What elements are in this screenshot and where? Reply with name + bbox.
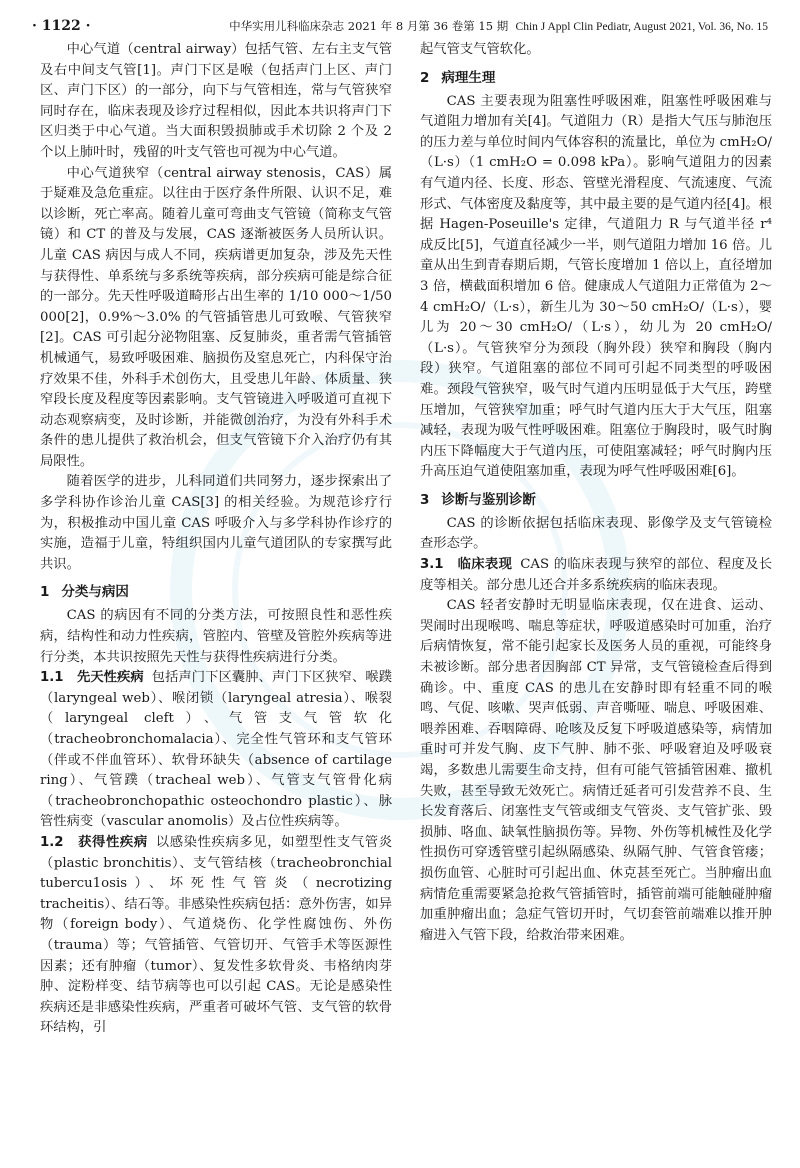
section-number: 3: [420, 491, 430, 508]
journal-title-cn: 中华实用儿科临床杂志 2021 年 8 月第 36 卷第 15 期: [229, 19, 509, 33]
subsection-heading: 1.2 获得性疾病: [40, 834, 148, 850]
subsection-text: CAS 的临床表现与狭窄的部位、程度及长度等相关。部分患儿还合并多系统疾病的临床表现。: [420, 557, 772, 593]
paragraph: 中心气道狭窄（central airway stenosis，CAS）属于疑难及急危重症。以往由于医疗条件所限、认识不足，难以诊断，死亡率高。随着儿童可弯曲支气管镜（简称支气管镜）和 CT 的普及与发展，CAS 逐渐被医务人员所认识。儿童 CAS 病因与成人不同，疾病谱更加复杂，涉及先天性与获得性、单系统与多系统等疾病，部分疾病可能是综合征的一部分。先天性呼吸道畸形占出生率的 1/10 000～1/50 000[2]，0.9%～3.0% 的气管插管患儿可致喉、气管狭窄[2]。CAS 可引起分泌物阻塞、反复肺炎，重者需气管插管机械通气，易致呼吸困难、脑损伤及窒息死亡，内科保守治疗效果不佳，外科手术创伤大，且受患儿年龄、体质量、狭窄段长度及程度等因素影响。支气管镜进入呼吸道可直视下动态观察病变，及时诊断，并能微创治疗，为没有外科手术条件的患儿提供了救治机会，但支气管镜下介入治疗仍有其局限性。: [40, 165, 392, 469]
section-heading-2: [420, 68, 772, 88]
subsection-3-1: [420, 555, 772, 596]
subsection-text: 包括声门下区囊肿、声门下区狭窄、喉蹼（laryngeal web）、喉闭锁（laryngeal atresia）、喉裂（laryngeal cleft）、气管支气管软化（tracheobronchomalacia）、完全性气管环和支气管环（伴或不伴血管环）、软骨环缺失（absence of cartilage ring）、气管蹼（tracheal web）、气管支气管骨化病（tracheobronchopathic osteochondro plastic）、脉管性病变（vascular anomolis）及占位性疾病等。: [40, 670, 393, 830]
paragraph: 起气管支气管软化。: [420, 42, 540, 57]
section-number: 2: [420, 69, 430, 86]
subsection-heading: 1.1 先天性疾病: [40, 670, 144, 686]
section-heading-3: [420, 490, 772, 510]
right-column: [420, 40, 772, 946]
paragraph: 随着医学的进步，儿科同道们共同努力，逐步探索出了多学科协作诊治儿童 CAS[3] 的相关经验。为规范诊疗行为，积极推动中国儿童 CAS 呼吸介入与多学科协作诊疗的实施，造福于儿童，特组织国内儿童气道团队的专家撰写此共识。: [40, 474, 392, 572]
paragraph: CAS 轻者安静时无明显临床表现，仅在进食、运动、哭闹时出现喉鸣、喘息等症状，呼吸道感染时可加重，治疗后病情恢复，常不能引起家长及医务人员的重视，可能终身未被诊断。部分患者因胸部 CT 异常，支气管镜检查后得到确诊。中、重度 CAS 的患儿在安静时即有轻重不同的喉鸣、气促、咳嗽、哭声低弱、声音嘶哑、喘息、呼吸困难、喂养困难、吞咽障碍、呛咳及反复下呼吸道感染等，病情加重时可并发气胸、皮下气肿、肺不张、呼吸窘迫及呼吸衰竭，多数患儿需要生命支持，但有可能气管插管困难、撤机失败，甚至导致无效死亡。病情迁延者可引发营养不良、生长发育落后、闭塞性支气管或细支气管炎、支气管扩张、毁损肺、咯血、缺氧性脑损伤等。异物、外伤等机械性及化学性损伤可穿透管壁引起纵隔感染、纵隔气肿、气管食管瘘；损伤血管、心脏时可引起出血、休克甚至死亡。当肿瘤出血病情危重需要紧急抢救气管插管时，插管前端可能触碰肿瘤加重肿瘤出血；急症气管切开时，气切套管前端难以推开肿瘤进入气管下段，给救治带来困难。: [420, 598, 772, 943]
subsection-1-1: [40, 668, 392, 833]
left-column: [40, 40, 392, 1039]
running-header: [229, 14, 768, 39]
page-header: [32, 14, 768, 38]
page-number: · 1122 ·: [32, 18, 91, 34]
paragraph: 中心气道（central airway）包括气管、左右主支气管及右中间支气管[1]。声门下区是喉（包括声门上区、声门区、声门下区）的一部分，向下与气管相连，常与气管狭窄同时存在，临床表现及诊疗过程相似，因此本共识将声门下区归类于中心气道。当大面积毁损肺或手术切除 2 个及 2 个以上肺叶时，残留的叶支气管也可视为中心气道。: [40, 42, 392, 160]
subsection-heading: 3.1 临床表现: [420, 557, 513, 573]
subsection-text: 以感染性疾病多见，如塑型性支气管炎（plastic bronchitis）、支气管结核（tracheobronchial tubercu1osis）、坏死性气管炎（necrotizing tracheitis）、结石等。非感染性疾病包括：意外伤害，如异物（foreign body）、气道烧伤、化学性腐蚀伤、外伤（trauma）等；气管插管、气管切开、气管手术等医源性因素；还有肿瘤（tumor）、复发性多软骨炎、韦格纳肉芽肿、淀粉样变、结节病等也可以引起 CAS。无论是感染性疾病还是非感染性疾病，严重者可破坏气管、支气管的软骨环结构，引: [40, 834, 393, 1036]
journal-title-en: Chin J Appl Clin Pediatr, August 2021, Vol. 36, No. 15: [515, 21, 768, 33]
section-title: 诊断与鉴别诊断: [441, 491, 536, 508]
paragraph: CAS 的病因有不同的分类方法，可按照良性和恶性疾病，结构性和动力性疾病，管腔内、管壁及管腔外疾病等进行分类，本共识按照先天性与获得性疾病进行分类。: [40, 608, 392, 665]
paragraph: CAS 主要表现为阻塞性呼吸困难，阻塞性呼吸困难与气道阻力增加有关[4]。气道阻力（R）是指大气压与肺泡压的压力差与单位时间内气体容积的流量比，单位为 cmH₂O/（L·s）（1 cmH₂O = 0.098 kPa）。影响气道阻力的因素有气道内径、长度、形态、管壁光滑程度、气流速度、气流形式、气体密度及黏度等，其中最主要的是气道内径[4]。根据 Hagen-Poseuille's 定律，气道阻力 R 与气道半径 r⁴ 成反比[5]，气道直径减少一半，则气道阻力增加 16 倍。儿童从出生到青春期后期，气管长度增加 1 倍以上，直径增加 3 倍，横截面积增加 6 倍。健康成人气道阻力正常值为 2～4 cmH₂O/（L·s），新生儿为 30～50 cmH₂O/（L·s），婴儿为 20～30 cmH₂O/（L·s），幼儿为 20 cmH₂O/（L·s）。气管狭窄分为颈段（胸外段）狭窄和胸段（胸内段）狭窄。气道阻塞的部位不同可引起不同类型的呼吸困难。颈段气管狭窄，吸气时气道内压明显低于大气压，跨壁压增加，气管狭窄加重；呼气时气道内压大于大气压，阻塞减轻，表现为吸气性呼吸困难。阻塞位于胸段时，吸气时胸内压下降幅度大于气道内压，可使阻塞减轻；呼气时胸内压升高压迫气道使阻塞加重，表现为呼气性呼吸困难[6]。: [420, 93, 772, 480]
section-number: 1: [40, 584, 50, 601]
section-title: 病理生理: [441, 69, 496, 86]
section-title: 分类与病因: [61, 584, 129, 601]
subsection-1-2: [40, 833, 392, 1039]
section-heading-1: [40, 582, 392, 602]
paragraph: CAS 的诊断依据包括临床表现、影像学及支气管镜检查形态学。: [420, 515, 772, 552]
